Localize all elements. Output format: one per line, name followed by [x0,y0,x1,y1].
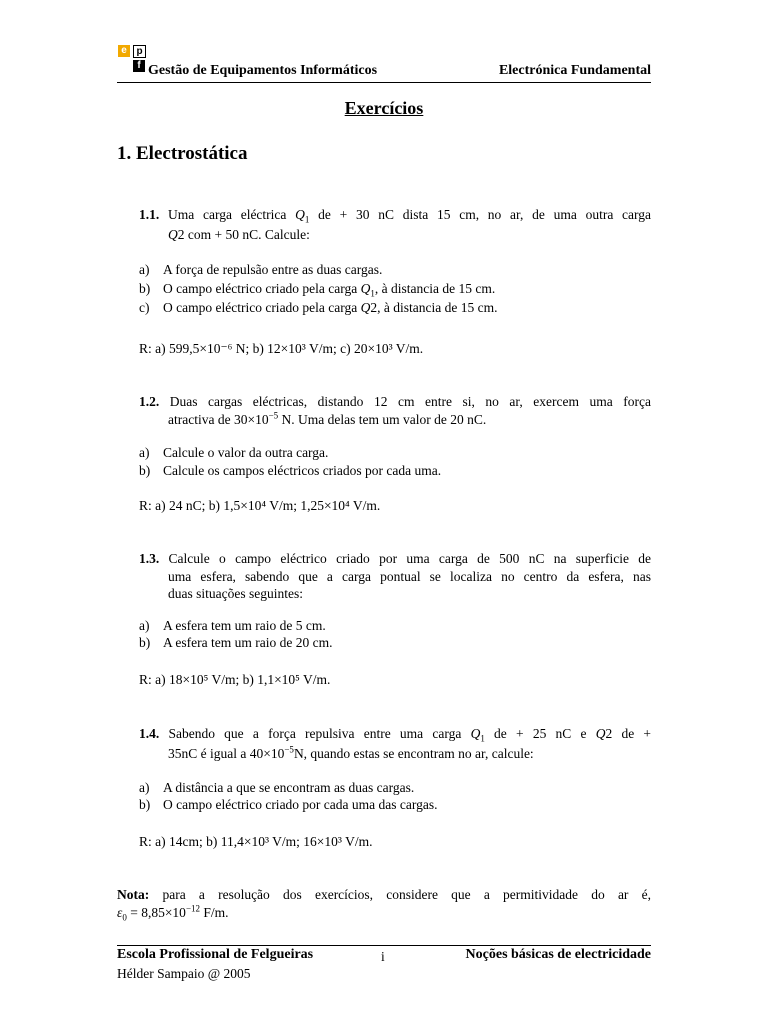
ex4-answer: R: a) 14cm; b) 11,4×10³ V/m; 16×10³ V/m. [139,834,373,849]
ex1-number: 1.1. [139,207,160,222]
ex3-item-a [139,618,326,634]
ex4-number: 1.4. [139,726,160,741]
ex2-answer: R: a) 24 nC; b) 1,5×10⁴ V/m; 1,25×10⁴ V/m. [139,498,381,513]
ex1-text-b: de + 30 nC dista 15 cm, no ar, de uma outra carga [318,207,652,222]
ex1-answer: R: a) 599,5×10⁻⁶ N; b) 12×10³ V/m; c) 20×10³ V/m. [139,341,424,356]
header-rule [117,82,651,83]
ex2-line2-b: N. Uma delas tem um valor de 20 nC. [281,412,487,427]
item-text: Calcule o valor da outra carga. [163,445,329,460]
ex1-item-a [139,262,382,278]
logo-f: f [133,60,145,72]
section-heading: 1. Electrostática [117,143,248,164]
item-label: b) [139,635,151,650]
item-label: b) [139,281,151,296]
footer-rule [117,945,651,946]
ex3-line2: uma esfera, sabendo que a carga pontual se localiza no centro da esfera, nas [168,569,651,584]
ex4-line1 [139,725,651,743]
ex3-line3: duas situações seguintes: [168,586,303,601]
ex3-answer: R: a) 18×10⁵ V/m; b) 1,1×10⁵ V/m. [139,672,331,687]
ex2-line1 [139,393,651,411]
ex4-q2: Q2 [595,726,613,741]
ex2-number: 1.2. [139,394,160,409]
ex2-line2-a: atractiva de [168,412,231,427]
item-text-end: , à distancia de 15 cm. [374,281,496,296]
ex2-force-value: $30\times 10^{-5}$ [233,410,279,427]
ex3-line1 [139,550,651,568]
note-label: Nota: [117,887,150,902]
item-label: a) [139,618,150,633]
item-text: A força de repulsão entre as duas cargas. [163,262,383,277]
ex4-line2-a: 35nC é igual a [168,746,247,761]
note-line2 [117,904,229,922]
ex3-number: 1.3. [139,551,160,566]
footer-author: Hélder Sampaio @ 2005 [117,966,251,981]
ex4-line1-a: Sabendo que a força repulsiva entre uma carga [168,726,462,741]
ex2-item-b [139,463,441,479]
item-text: O campo eléctrico criado pela carga [163,300,358,315]
header-subject: Electrónica Fundamental [498,63,651,78]
ex1-line2-text: com + 50 nC. Calcule: [187,227,310,242]
ex1-item-b: b) O campo eléctrico criado pela carga $Q_1$, à distancia de 15 cm. [139,281,496,299]
header-course: Gestão de Equipamentos Informáticos [148,63,378,78]
item-label: b) [139,797,151,812]
ex3-line1-text: Calcule o campo eléctrico criado por uma carga de 500 nC na superficie de [168,551,651,566]
item-label: a) [139,262,150,277]
ex1-q1: $Q_1$ [295,207,310,225]
ex4-item-b [139,797,438,813]
item-label: a) [139,780,150,795]
ex1-line2 [168,226,310,244]
item-label: a) [139,445,150,460]
page-title: Exercícios [344,98,424,118]
ex4-q1: $Q_1$ [470,726,485,744]
item-label: c) [139,300,150,315]
ex1-line1 [139,206,651,224]
ex1-item-c: c) O campo eléctrico criado pela carga Q2, à distancia de 15 cm. [139,300,498,315]
ex2-line1-text: Duas cargas eléctricas, distando 12 cm entre si, no ar, exercem uma força [169,394,651,409]
item-text: A esfera tem um raio de 5 cm. [163,618,326,633]
ex4-line2-b: N, quando estas se encontram no ar, calcule: [293,746,534,761]
ex4-line1-c: de + [621,726,652,741]
note-line1 [117,886,651,904]
ex4-line2 [168,745,534,763]
note-line2-b: F/m. [203,905,229,920]
ex2-line2 [168,411,486,429]
item-text: A distância a que se encontram as duas cargas. [163,780,415,795]
footer-school: Escola Profissional de Felgueiras [117,947,314,962]
item-label: b) [139,463,151,478]
footer-page-number: i [381,949,385,964]
ex1-text-a: Uma carga eléctrica [168,207,287,222]
note-line1-text: para a resolução dos exercícios, considere que a permitividade do ar é, [162,887,651,902]
ex1-q2: Q2 [168,227,185,242]
item-text: O campo eléctrico criado pela carga [163,281,358,296]
logo-e: e [118,45,130,57]
ex2-item-a [139,445,328,461]
note-epsilon: $\varepsilon_0 = 8,85\times 10^{-12}$ [117,903,201,923]
ex4-line1-b: de + 25 nC e [494,726,587,741]
ex3-item-b [139,635,332,651]
item-text: A esfera tem um raio de 20 cm. [163,635,333,650]
item-text-end: , à distancia de 15 cm. [377,300,498,315]
item-text: O campo eléctrico criado por cada uma das cargas. [163,797,438,812]
item-text: Calcule os campos eléctricos criados por cada uma. [163,463,442,478]
footer-topic: Noções básicas de electricidade [465,947,651,962]
logo-p: p [133,45,146,58]
ex4-force-value: $40\times 10^{-5}$ [249,744,294,761]
ex4-item-a [139,780,414,796]
